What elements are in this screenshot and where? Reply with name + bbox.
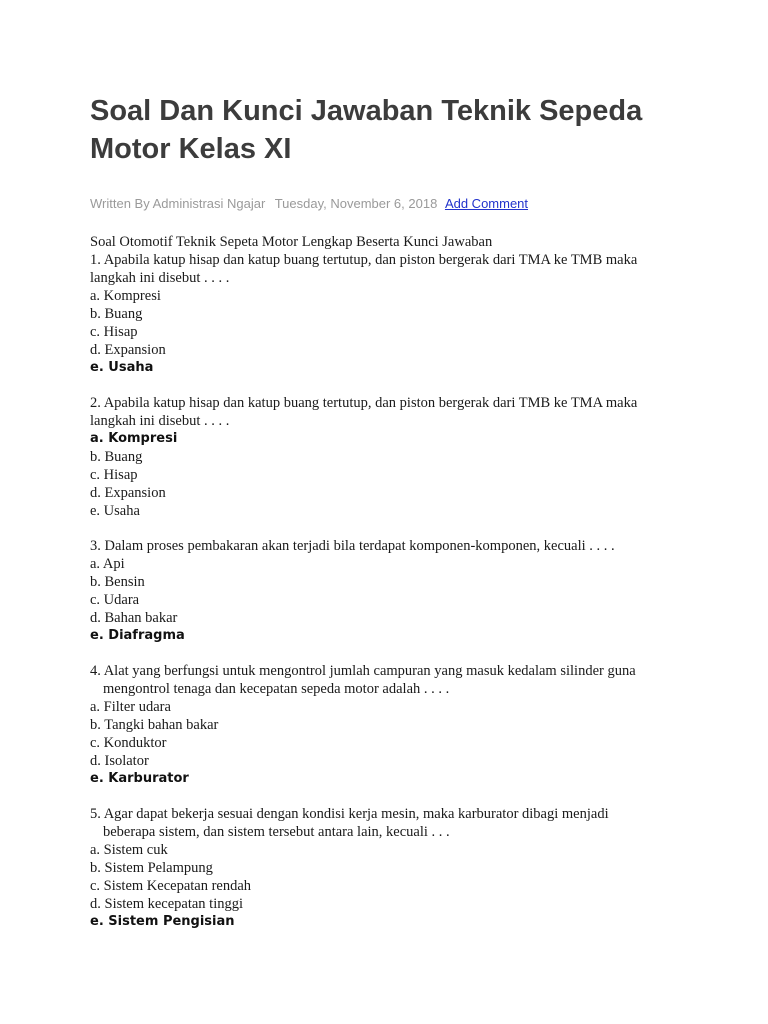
- option-c: c. Konduktor: [90, 735, 167, 751]
- question-2: [90, 394, 690, 520]
- option-e-answer: e. Sistem Pengisian: [90, 914, 235, 929]
- add-comment-link[interactable]: Add Comment: [444, 196, 529, 211]
- option-a-answer: a. Kompresi: [90, 431, 178, 446]
- page-title: [90, 92, 690, 168]
- question-text: 1. Apabila katup hisap dan katup buang tertutup, dan piston bergerak dari TMA ke TMB maka: [90, 252, 638, 268]
- option-d: d. Bahan bakar: [90, 610, 178, 626]
- option-c: c. Sistem Kecepatan rendah: [90, 878, 252, 894]
- option-d: d. Isolator: [90, 753, 149, 769]
- title-line-2: Motor Kelas XI: [90, 133, 292, 165]
- option-a: a. Kompresi: [90, 288, 161, 304]
- option-d: d. Expansion: [90, 342, 166, 358]
- question-text: 4. Alat yang berfungsi untuk mengontrol jumlah campuran yang masuk kedalam silinder guna: [90, 663, 636, 679]
- option-e-answer: e. Diafragma: [90, 628, 185, 643]
- question-5: [90, 805, 690, 931]
- author-text: Written By Administrasi Ngajar: [90, 196, 266, 211]
- option-b: b. Bensin: [90, 574, 145, 590]
- question-text: 2. Apabila katup hisap dan katup buang tertutup, dan piston bergerak dari TMB ke TMA maka: [90, 395, 638, 411]
- post-meta: [90, 195, 690, 213]
- question-text-continued: mengontrol tenaga dan kecepatan sepeda motor adalah . . . .: [103, 681, 450, 697]
- article: [90, 92, 690, 931]
- question-1: [90, 251, 690, 377]
- option-d: d. Expansion: [90, 485, 166, 501]
- option-e: e. Usaha: [90, 503, 140, 519]
- title-line-1: Soal Dan Kunci Jawaban Teknik Sepeda: [90, 95, 643, 127]
- question-text-continued: langkah ini disebut . . . .: [90, 270, 230, 286]
- option-e-answer: e. Karburator: [90, 771, 189, 786]
- question-text: 5. Agar dapat bekerja sesuai dengan kondisi kerja mesin, maka karburator dibagi menjadi: [90, 806, 609, 822]
- question-text-continued: langkah ini disebut . . . .: [90, 413, 230, 429]
- option-b: b. Sistem Pelampung: [90, 860, 213, 876]
- option-b: b. Tangki bahan bakar: [90, 717, 219, 733]
- question-text-continued: beberapa sistem, dan sistem tersebut antara lain, kecuali . . .: [103, 824, 450, 840]
- option-c: c. Udara: [90, 592, 140, 608]
- question-text: 3. Dalam proses pembakaran akan terjadi bila terdapat komponen-komponen, kecuali . . . .: [90, 538, 615, 554]
- post-date: Tuesday, November 6, 2018: [274, 196, 438, 211]
- option-c: c. Hisap: [90, 467, 138, 483]
- question-4: [90, 662, 690, 788]
- intro-text: Soal Otomotif Teknik Sepeta Motor Lengkap Beserta Kunci Jawaban: [90, 234, 493, 250]
- question-3: [90, 537, 690, 645]
- option-b: b. Buang: [90, 449, 143, 465]
- article-body: [90, 233, 690, 931]
- option-d: d. Sistem kecepatan tinggi: [90, 896, 244, 912]
- option-e-answer: e. Usaha: [90, 360, 154, 375]
- option-a: a. Filter udara: [90, 699, 171, 715]
- option-c: c. Hisap: [90, 324, 138, 340]
- option-a: a. Sistem cuk: [90, 842, 168, 858]
- option-a: a. Api: [90, 556, 125, 572]
- option-b: b. Buang: [90, 306, 143, 322]
